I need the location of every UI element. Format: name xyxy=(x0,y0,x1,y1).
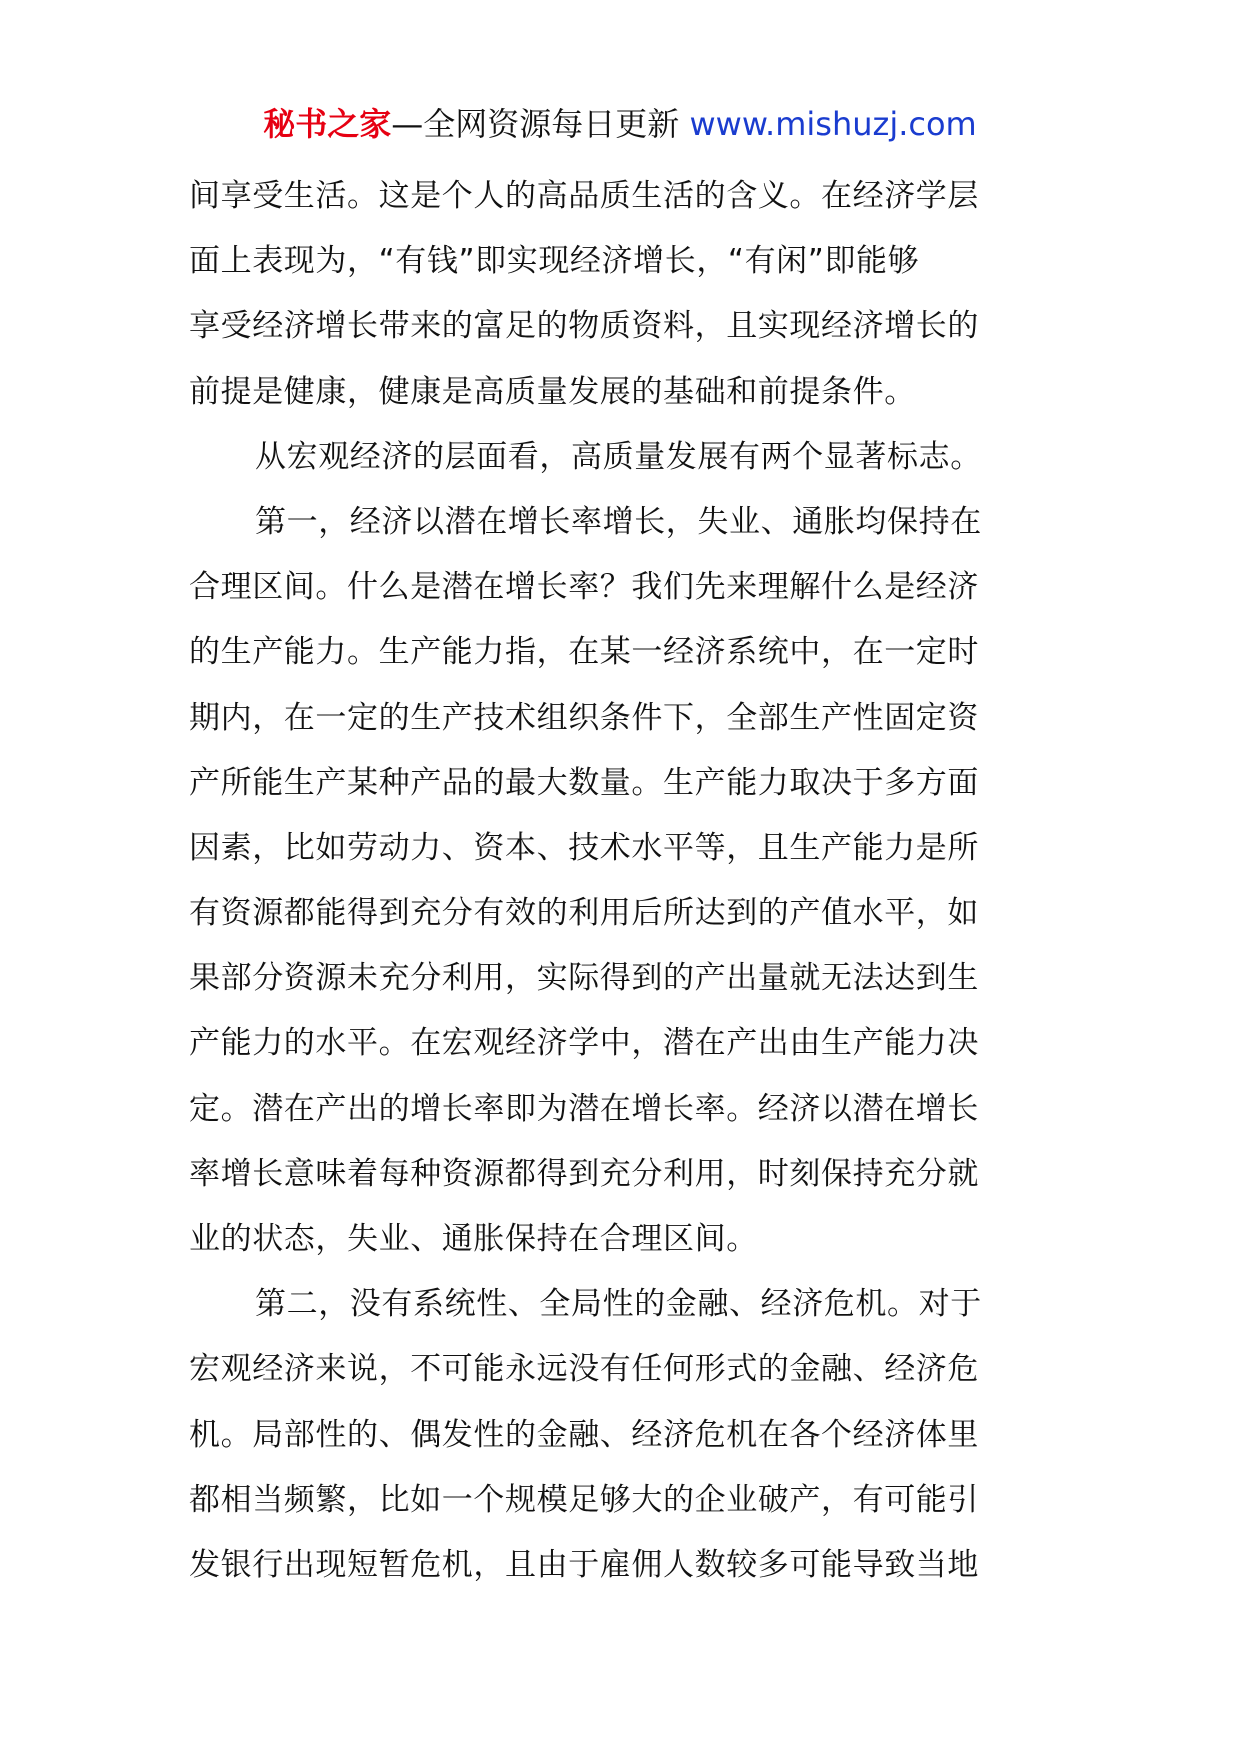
text-line: 享受经济增长带来的富足的物质资料，且实现经济增长的 xyxy=(189,308,979,345)
page-header xyxy=(0,100,1240,148)
text-line: 合理区间。什么是潜在增长率？我们先来理解什么是经济 xyxy=(189,569,979,606)
text-line: 产所能生产某种产品的最大数量。生产能力取决于多方面 xyxy=(189,764,979,801)
text-line: 机。局部性的、偶发性的金融、经济危机在各个经济体里 xyxy=(189,1416,979,1453)
text-line: 有资源都能得到充分有效的利用后所达到的产值水平，如 xyxy=(189,895,979,932)
text-line: 前提是健康，健康是高质量发展的基础和前提条件。 xyxy=(189,373,916,410)
site-brand: 秘书之家 xyxy=(263,105,392,143)
text-line: 业的状态，失业、通胀保持在合理区间。 xyxy=(189,1221,758,1257)
text-line: 发银行出现短暂危机，且由于雇佣人数较多可能导致当地 xyxy=(189,1546,979,1583)
text-line: 产能力的水平。在宏观经济学中，潜在产出由生产能力决 xyxy=(189,1025,979,1062)
text-line: 期内，在一定的生产技术组织条件下，全部生产性固定资 xyxy=(189,699,979,736)
paragraph-first-line: 从宏观经济的层面看，高质量发展有两个显著标志。 xyxy=(255,438,982,475)
text-line: 面上表现为，“有钱”即实现经济增长，“有闲”即能够 xyxy=(189,243,920,280)
text-line: 率增长意味着每种资源都得到充分利用，时刻保持充分就 xyxy=(189,1155,979,1192)
document-body xyxy=(189,164,1061,1598)
site-url-link[interactable]: www.mishuzj.com xyxy=(689,105,977,143)
paragraph-first-line: 第二，没有系统性、全局性的金融、经济危机。对于 xyxy=(255,1286,982,1323)
site-tagline: —全网资源每日更新 xyxy=(391,105,680,143)
text-line: 定。潜在产出的增长率即为潜在增长率。经济以潜在增长 xyxy=(189,1090,979,1127)
text-line: 果部分资源未充分利用，实际得到的产出量就无法达到生 xyxy=(189,960,979,997)
text-line: 都相当频繁，比如一个规模足够大的企业破产，有可能引 xyxy=(189,1481,979,1518)
text-line: 因素，比如劳动力、资本、技术水平等，且生产能力是所 xyxy=(189,829,979,866)
text-line: 宏观经济来说，不可能永远没有任何形式的金融、经济危 xyxy=(189,1351,979,1388)
text-line: 间享受生活。这是个人的高品质生活的含义。在经济学层 xyxy=(189,178,979,214)
paragraph-first-line: 第一，经济以潜在增长率增长，失业、通胀均保持在 xyxy=(255,503,982,540)
text-line: 的生产能力。生产能力指，在某一经济系统中，在一定时 xyxy=(189,634,979,671)
